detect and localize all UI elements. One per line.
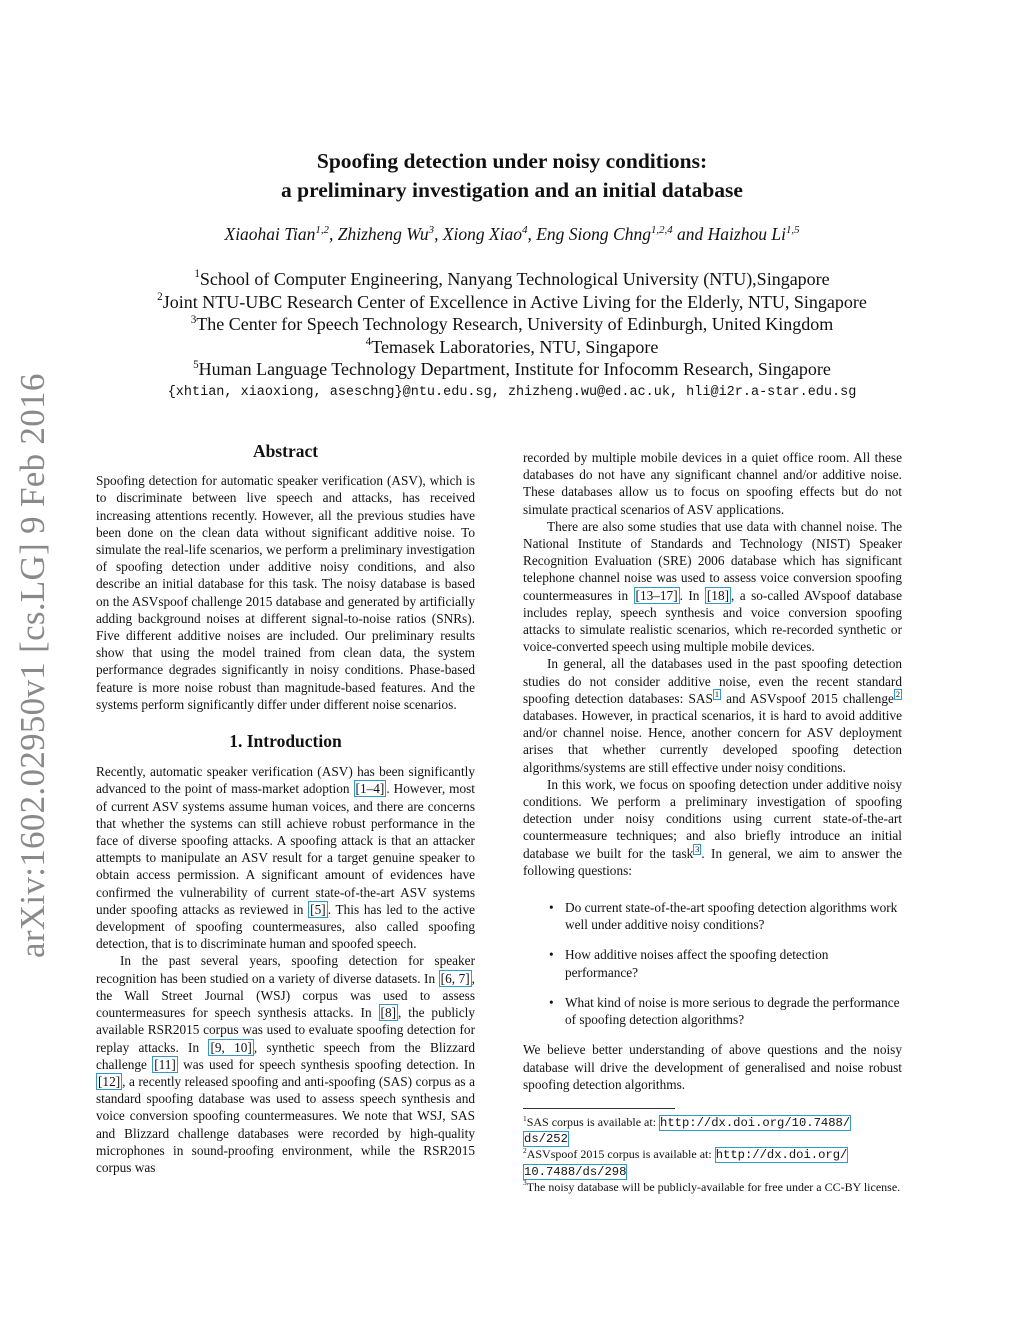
- author-separator: ,: [434, 224, 443, 244]
- left-column: [96, 443, 475, 1176]
- introduction-heading: 1. Introduction: [229, 731, 342, 752]
- footnote-number: 1: [523, 1113, 527, 1123]
- affiliation-list: [0, 268, 1024, 381]
- author-name: Eng Siong Chng: [536, 224, 651, 244]
- author-name: Haizhou Li: [707, 224, 786, 244]
- right-paragraph-3: [523, 655, 902, 775]
- body-text: , synthetic speech from the Blizzard challenge: [96, 1039, 476, 1072]
- footnote-text: ASVspoof 2015 corpus is available at:: [526, 1147, 715, 1162]
- body-text: , the Wall Street Journal (WSJ) corpus was used to assess countermeasures for speech synthesis attacks. In: [96, 970, 475, 1021]
- citation-link[interactable]: [1–4]: [355, 781, 385, 797]
- citation-link[interactable]: [13–17]: [635, 587, 678, 603]
- question-text: What kind of noise is more serious to degrade the performance of spoofing detection algorithms?: [565, 994, 900, 1028]
- body-text: and ASVspoof 2015 challenge: [720, 690, 894, 706]
- right-paragraph-5: We believe better understanding of above questions and the noisy database will drive the development of generalised and noise robust spoofing detection algorithms.: [523, 1042, 902, 1092]
- affiliation-4: [0, 336, 1024, 359]
- research-questions-list: [523, 899, 902, 1028]
- body-text: In general, all the databases used in the past spoofing detection studies do not consider additive noise, even the recent standard spoofing detection databases: SAS: [523, 656, 902, 706]
- body-text: In this work, we focus on spoofing detection under additive noisy conditions. We perform a preliminary investigation of spoofing detection under noisy conditions using current state-of-the-art countermeasure techniques; and also briefly introduce an initial database we built for the task: [523, 776, 902, 861]
- author-separator: ,: [328, 224, 338, 244]
- affiliation-text: Human Language Technology Department, Institute for Infocomm Research, Singapore: [198, 359, 831, 380]
- footnote-link[interactable]: 2: [895, 690, 900, 700]
- abstract-heading: Abstract: [252, 441, 319, 461]
- citation-link[interactable]: [11]: [154, 1056, 176, 1072]
- intro-paragraph-1: [96, 763, 475, 952]
- body-text: . This has led to the active development of spoofing countermeasures, also called spoofing detection, that is to discriminate human and spoofed speech.: [96, 901, 475, 952]
- intro-paragraph-2: [96, 952, 475, 1176]
- citation-link[interactable]: [8]: [380, 1005, 397, 1021]
- footnote-url-link[interactable]: http://dx.doi.org/10.7488/: [660, 1115, 851, 1130]
- bullet-icon: •: [549, 994, 554, 1010]
- author-affil-sup: 4: [522, 223, 528, 236]
- affiliation-number: 4: [365, 336, 372, 349]
- footnote-1: [523, 1115, 902, 1147]
- author-name: Zhizheng Wu: [337, 224, 429, 244]
- author-name: Xiaohai Tian: [224, 224, 316, 244]
- question-text: How additive noises affect the spoofing detection performance?: [565, 947, 829, 980]
- footnote-2: [523, 1147, 902, 1179]
- affiliation-1: [0, 268, 1024, 291]
- body-text: . In: [679, 587, 705, 603]
- body-text: . In general, we aim to answer the following questions:: [523, 845, 903, 878]
- affiliation-text: Temasek Laboratories, NTU, Singapore: [371, 336, 659, 357]
- body-text: There are also some studies that use data with channel noise. The National Institute of Standards and Technology (NIST) Speaker Recognition Evaluation (SRE) 2006 database which has significant telephone channel noise was used to assess voice conversion spoofing countermeasures in: [523, 518, 902, 603]
- affiliation-3: [0, 313, 1024, 336]
- footnote-text: SAS corpus is available at:: [526, 1114, 660, 1129]
- author-affil-sup: 1,5: [785, 223, 800, 236]
- body-text: databases. However, in practical scenarios, it is hard to avoid additive and/or channel noise. Hence, another concern for ASV deployment arises that whether currently developed spoofing detection algorithms/systems are still effective under noisy conditions.: [523, 708, 902, 775]
- right-paragraph-2: [523, 518, 902, 656]
- author-separator: and: [672, 224, 708, 244]
- footnote-url-link[interactable]: ds/252: [524, 1132, 568, 1147]
- abstract-text: Spoofing detection for automatic speaker verification (ASV), which is to discriminate between live speech and attacks, has received increasing attentions recently. However, all the previous studies have been done on the clean data without significant additive noise. To simulate the real-life scenarios, we perform a preliminary investigation of spoofing detection under additive noisy conditions, and also describe an initial database for this task. The noisy database is based on the ASVspoof challenge 2015 database and generated by artificially adding background noises at different signal-to-noise ratios (SNRs). Five different additive noises are included. Our preliminary results show that using the model trained from clean data, the system performance degrades significantly in noisy conditions. Phase-based feature is more noise robust than magnitude-based features. And the systems perform significantly differ under different noise scenarios.: [96, 473, 475, 712]
- citation-link[interactable]: [18]: [706, 587, 730, 603]
- footnote-3: [523, 1180, 902, 1195]
- body-text: , a recently released spoofing and anti-spoofing (SAS) corpus as a standard spoofing database was used to assess speech synthesis and voice conversion spoofing countermeasures. We note that WSJ, SAS and Blizzard challenge databases were recorded by high-quality microphones in sound-proofing environment, while the RSR2015 corpus was: [96, 1073, 475, 1175]
- list-item: [523, 899, 902, 933]
- affiliation-text: Joint NTU-UBC Research Center of Excellence in Active Living for the Elderly, NTU, Singapore: [162, 291, 867, 312]
- title-line-1: Spoofing detection under noisy conditions:: [316, 149, 708, 173]
- footnote-link[interactable]: 1: [714, 690, 719, 700]
- body-text: , a so-called AVspoof database includes replay, speech synthesis and voice conversion spoofing attacks to simulate realistic scenarios, which re-recorded synthetic or voice-converted speech using multiple mobile devices.: [523, 587, 902, 655]
- citation-link[interactable]: [6, 7]: [440, 970, 470, 986]
- footnote-url-link[interactable]: 10.7488/ds/298: [524, 1164, 627, 1179]
- citation-link[interactable]: [12]: [98, 1073, 121, 1089]
- list-item: [523, 994, 902, 1028]
- arxiv-identifier-stamp: arXiv:1602.02950v1 [cs.LG] 9 Feb 2016: [13, 373, 52, 958]
- right-column: [523, 449, 902, 1195]
- footnote-url-link[interactable]: http://dx.doi.org/: [715, 1148, 848, 1163]
- right-paragraph-4: [523, 776, 902, 879]
- body-text: Recently, automatic speaker verification (ASV) has been significantly advanced to the point of mass-market adoption: [96, 764, 475, 797]
- author-separator: ,: [527, 224, 537, 244]
- title-line-2: a preliminary investigation and an initial database: [281, 178, 743, 202]
- question-text: Do current state-of-the-art spoofing detection algorithms work well under additive noisy conditions?: [565, 900, 898, 933]
- affiliation-number: 5: [193, 358, 199, 371]
- citation-link[interactable]: [9, 10]: [210, 1039, 252, 1055]
- author-list: [0, 224, 1024, 245]
- paper-title: [0, 147, 1024, 205]
- author-name: Xiong Xiao: [442, 224, 523, 244]
- bullet-icon: •: [549, 947, 554, 963]
- author-affil-sup: 1,2: [315, 223, 329, 236]
- footnote-divider: [523, 1108, 675, 1109]
- body-text: In the past several years, spoofing detection for speaker recognition has been studied on a variety of diverse datasets. In: [96, 953, 475, 986]
- bullet-icon: •: [549, 900, 554, 916]
- affiliation-number: 3: [190, 313, 197, 326]
- affiliation-text: The Center for Speech Technology Research, University of Edinburgh, United Kingdom: [196, 314, 834, 335]
- footnote-text: The noisy database will be publicly-available for free under a CC-BY license.: [526, 1179, 901, 1194]
- footnote-number: 3: [523, 1178, 527, 1188]
- affiliation-number: 1: [194, 268, 200, 281]
- author-emails: {xhtian, xiaoxiong, aseschng}@ntu.edu.sg, zhizheng.wu@ed.ac.uk, hli@i2r.a-star.edu.sg: [167, 385, 857, 400]
- footnote-number: 2: [523, 1145, 527, 1155]
- affiliation-text: School of Computer Engineering, Nanyang Technological University (NTU),Singapore: [199, 269, 830, 289]
- affiliation-2: [0, 291, 1024, 314]
- citation-link[interactable]: [5]: [310, 901, 326, 917]
- body-text: , the publicly available RSR2015 corpus was used to evaluate spoofing detection for replay attacks. In: [96, 1005, 475, 1055]
- body-text: . However, most of current ASV systems assume human voices, and there are concerns that whether the systems can still achieve robust performance in the face of diverse spoofing attacks. A spoofing attack is that an attacker attempts to manipulate an ASV result for a target genuine speaker to obtain access permission. A significant amount of evidences have confirmed the vulnerability of current state-of-the-art ASV systems under spoofing attacks as reviewed in: [96, 781, 475, 917]
- right-paragraph-1: recorded by multiple mobile devices in a quiet office room. All these databases do not have any significant channel and/or additive noise. These databases allow us to focus on spoofing effects but do not simulate practical scenarios of ASV applications.: [523, 450, 902, 517]
- body-text: was used for speech synthesis spoofing detection. In: [177, 1056, 475, 1072]
- list-item: [523, 946, 902, 980]
- affiliation-number: 2: [157, 291, 163, 304]
- affiliation-5: [0, 358, 1024, 381]
- author-affil-sup: 3: [428, 223, 435, 236]
- author-affil-sup: 1,2,4: [650, 223, 673, 236]
- footnote-link[interactable]: 3: [695, 844, 700, 854]
